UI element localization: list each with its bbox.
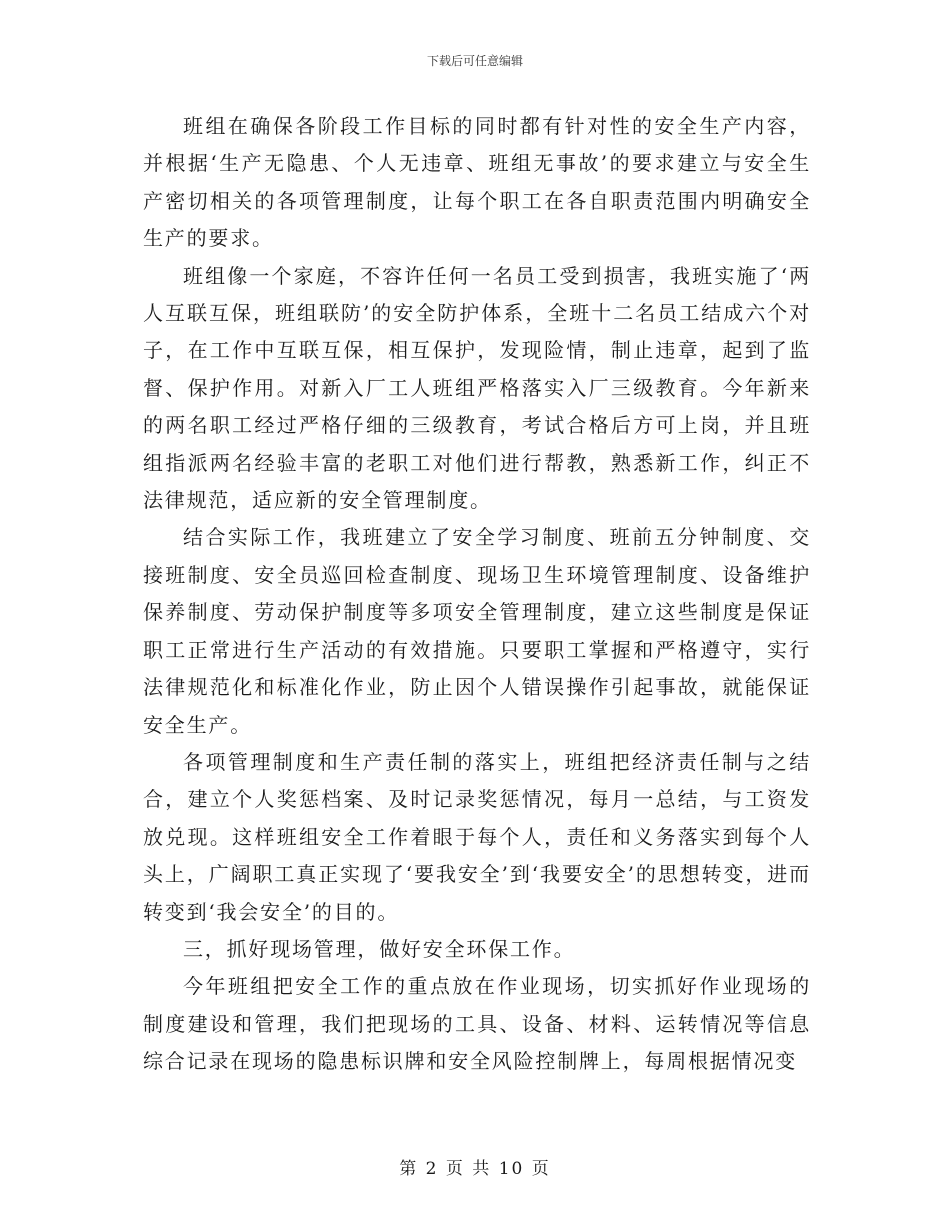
paragraph: 班组在确保各阶段工作目标的同时都有针对性的安全生产内容，并根据‘生产无隐患、个人无违章、班组无事故’的要求建立与安全生产密切相关的各项管理制度，让每个职工在各自职责范围内明确安全生产的要求。: [143, 114, 811, 251]
paragraph: 班组像一个家庭，不容许任何一名员工受到损害，我班实施了‘两人互联互保，班组联防’的安全防护体系，全班十二名员工结成六个对子，在工作中互联互保，相互保护，发现险情，制止违章，起到了监督、保护作用。对新入厂工人班组严格落实入厂三级教育。今年新来的两名职工经过严格仔细的三级教育，考试合格后方可上岗，并且班组指派两名经验丰富的老职工对他们进行帮教，熟悉新工作，纠正不法律规范，适应新的安全管理制度。: [143, 263, 811, 513]
page-header: 下载后可任意编辑: [426, 54, 523, 68]
paragraph: 结合实际工作，我班建立了安全学习制度、班前五分钟制度、交接班制度、安全员巡回检查制度、现场卫生环境管理制度、设备维护保养制度、劳动保护制度等多项安全管理制度，建立这些制度是保证职工正常进行生产活动的有效措施。只要职工掌握和严格遵守，实行法律规范化和标准化作业，防止因个人错误操作引起事故，就能保证安全生产。: [143, 525, 811, 737]
page-footer: 第 2 页 共 10 页: [399, 1159, 551, 1179]
paragraph: 今年班组把安全工作的重点放在作业现场，切实抓好作业现场的制度建设和管理，我们把现场的工具、设备、材料、运转情况等信息综合记录在现场的隐患标识牌和安全风险控制牌上，每周根据情况变: [143, 974, 811, 1074]
section-heading: 三，抓好现场管理，做好安全环保工作。: [183, 936, 576, 961]
document-body: [143, 108, 811, 1081]
paragraph: 各项管理制度和生产责任制的落实上，班组把经济责任制与之结合，建立个人奖惩档案、及时记录奖惩情况，每月一总结，与工资发放兑现。这样班组安全工作着眼于每个人，责任和义务落实到每个人头上，广阔职工真正实现了‘要我安全’到‘我要安全’的思想转变，进而转变到‘我会安全’的目的。: [143, 749, 811, 924]
